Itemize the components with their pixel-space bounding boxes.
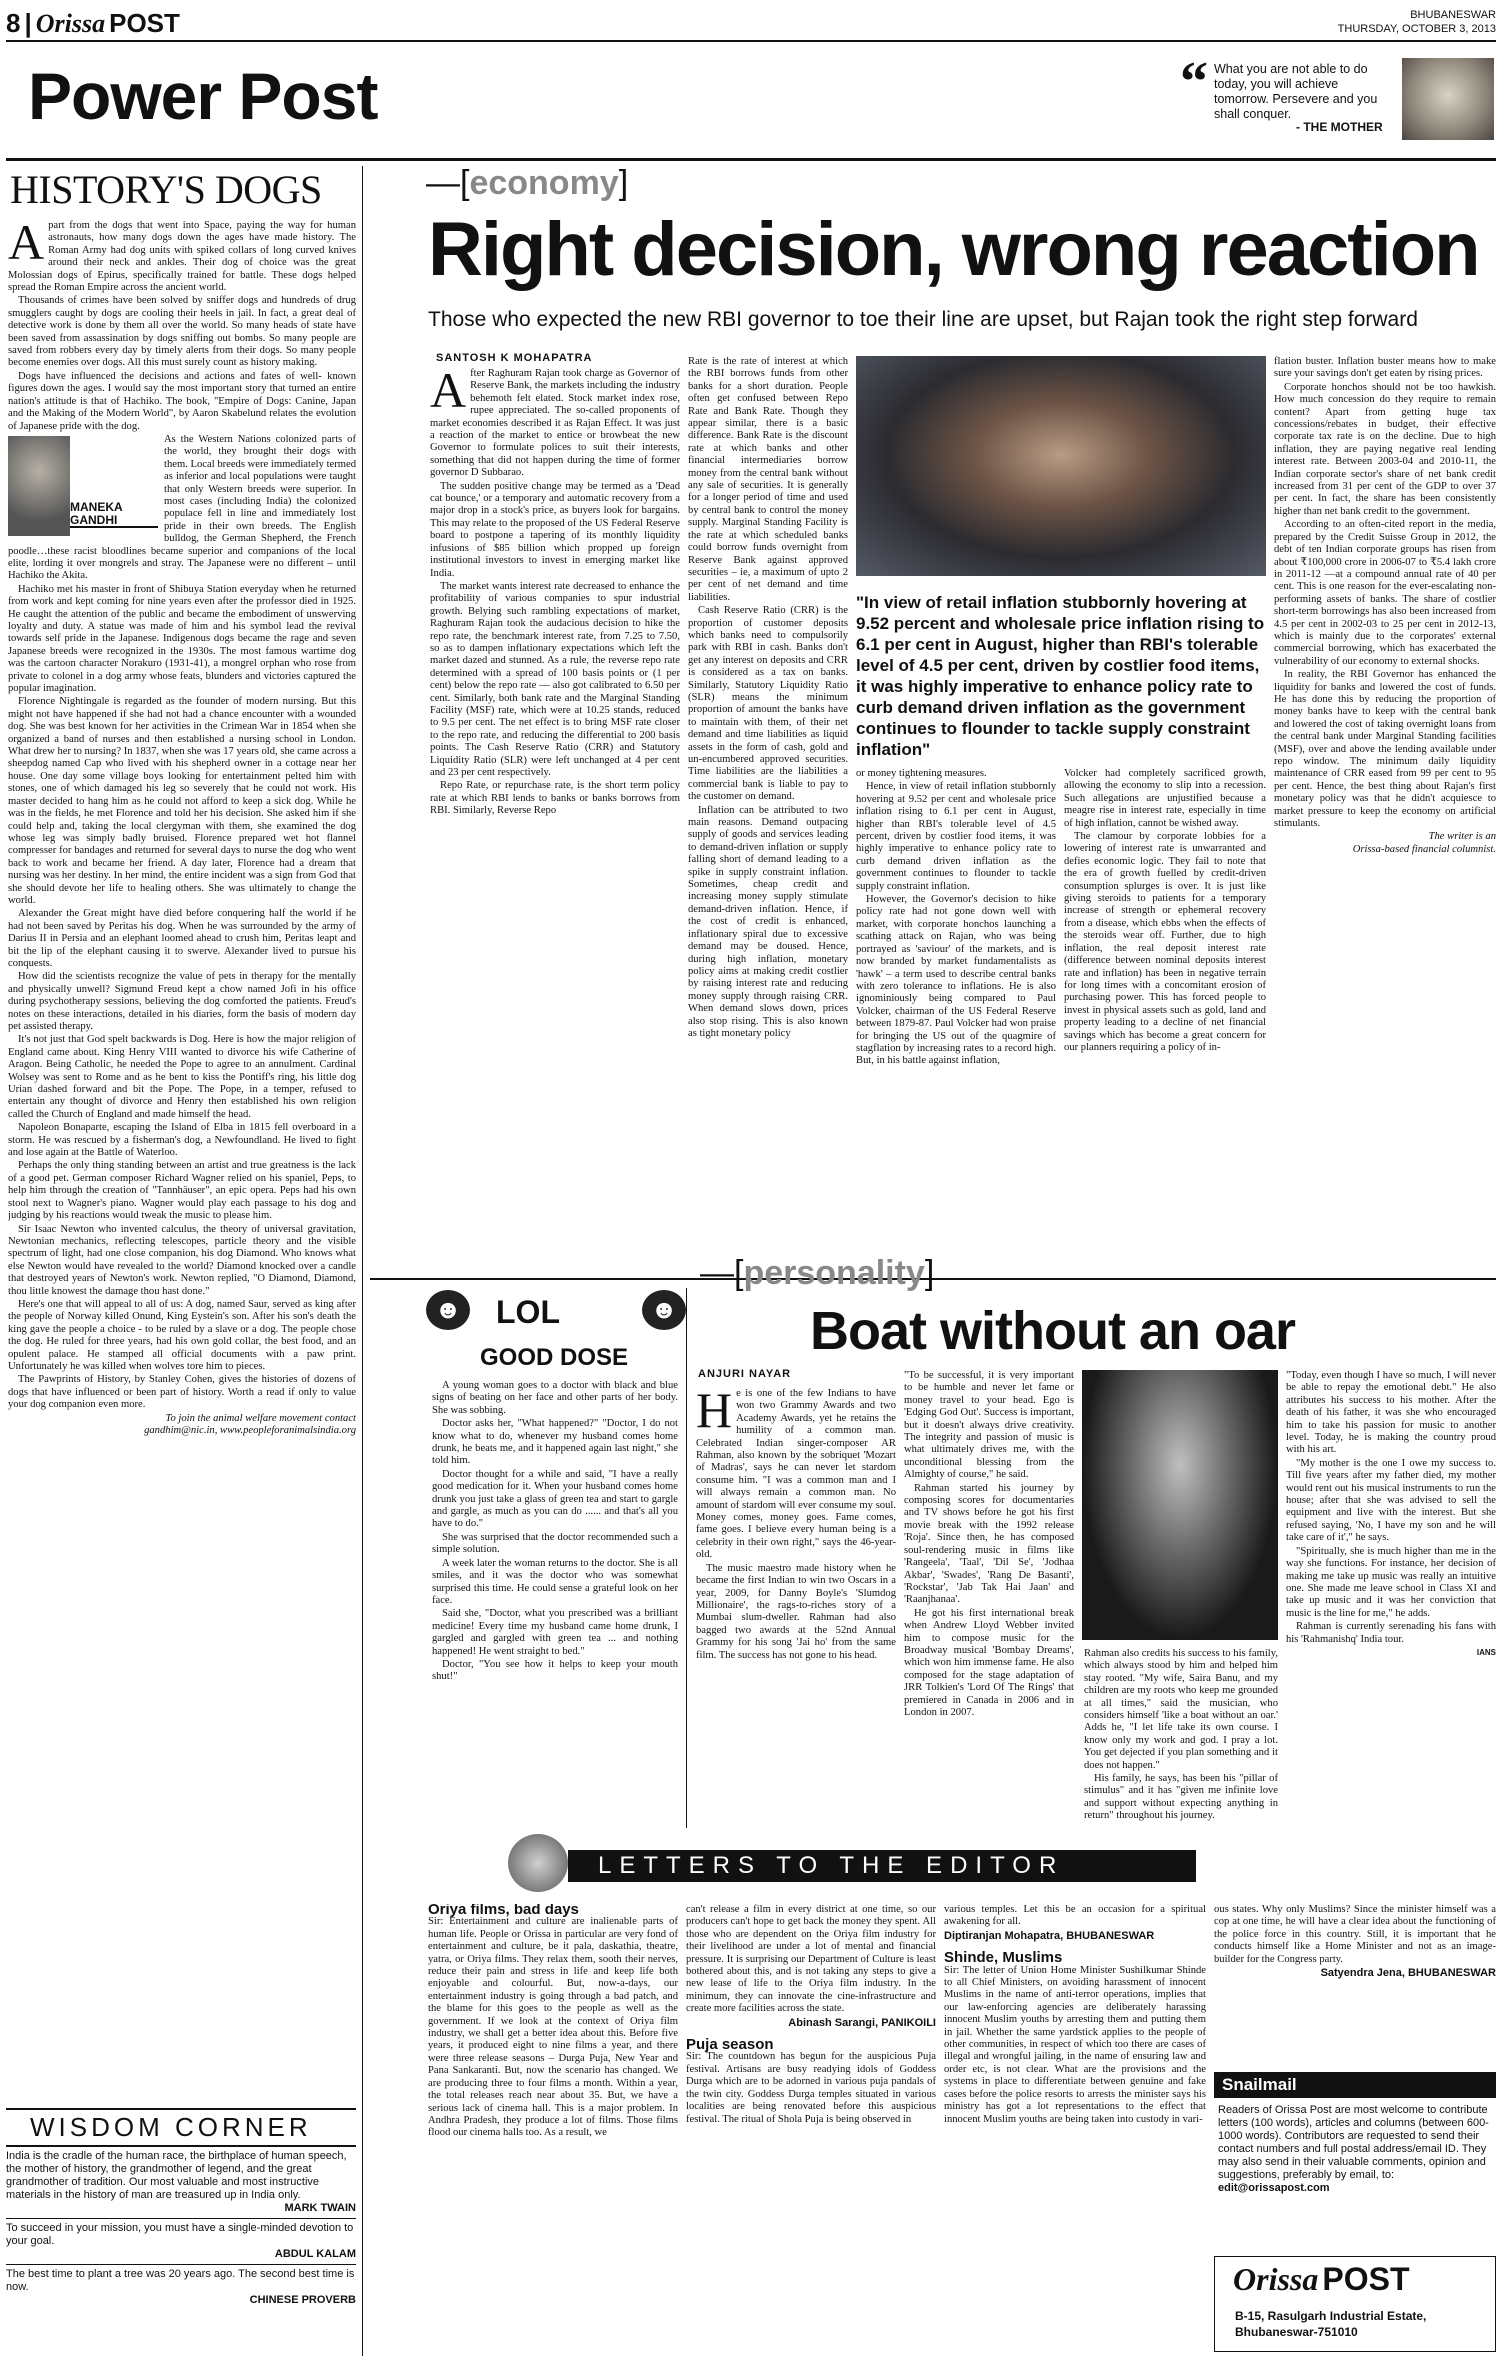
economy-para: According to an often-cited report in the media, prepared by the Credit Suisse Group in 2012, the debt of ten Indian corporate groups has risen from about ₹100,000 crore in 2006-07 to ₹5.4 lakh crore in 2011-12 —at a compound annual rate of 40 per cent. This is one reason for the ever-escalating non-performing assets of banks. The share of costlier short-term borrowings has also been increased from 4.5 per cent in 2002-03 to 25 per cent in 2012-13, which is mainly due to the corporates' external commercial borrowing, which has exacerbated the vulnerability of our economy to external shocks. (1274, 519, 1496, 667)
history-title: HISTORY'S DOGS (10, 167, 322, 212)
masthead: 8 | Orissa POST (6, 8, 180, 38)
snailmail-email[interactable]: edit@orissapost.com (1218, 2182, 1330, 2194)
economy-para: Rate is the rate of interest at which the RBI borrows funds from other banks for a short duration. People often get confused between Repo Rate and Bank Rate. Though they appear similar, there is a basic difference. Bank Rate is the discount rate at which banks and other financial intermediaries borrow money from the central bank without any sale of securities. It is generally for a longer period of time and used by central bank to control the money supply. Marginal Standing Facility is the rate at which scheduled banks could borrow funds overnight from Reserve Bank against approved securities – ie, a maximum of upto 2 per cent of net demand and time liabilities. (688, 356, 848, 603)
letter-para: Sir: The letter of Union Home Minister Sushilkumar Shinde to all Chief Ministers, on avoiding harassment of innocent Muslims in the name of anti-terror operations, implies that our law-enforcing agencies are deliberately harassing innocent Muslim youths by arresting them and putting them in jail. Whether the same yardstick applies to the people of other communities, in respect of which too there are cases of illegal and wrongful jailing, in the name of ensuring law and order etc, is not clear. What are the provisions and the systems in place to differentiate between genuine and fake cases before the police resorts to arrests the minister says his ministry has got a lot representations to the effect that innocent Muslim youths are being taken into custody in vari- (944, 1964, 1206, 2125)
personality-para: The music maestro made history when he became the first Indian to win two Oscars in a year, 2009, for Danny Boyle's 'Slumdog Millionaire', the rags-to-riches story of a Mumbai slum-dweller. Rahman had also bagged two awards at the 52nd Annual Grammy for his song 'Jai ho' from the same film. The success has not gone to his head. (696, 1562, 896, 1661)
personality-para: "My mother is the one I owe my success to. Till five years after my father died, my mother would rent out his musical instruments to run the house; after that she was advised to sell the equipment and live with the interest. But she refused saying, 'No, I have my son and he will take care of it'," he says. (1286, 1457, 1496, 1544)
lol-para: Doctor asks her, "What happened?" "Doctor, I do not know what to do, whenever my husband comes home drunk, he beats me, and it happened again last night," she told him. (432, 1418, 678, 1467)
letter-para: can't release a film in every district at one time, so our producers can't hope to get back the money they spent. All those who are dependent on the Oriya film industry for their livelihood are under a lot of mental and financial pressure. It is surprising our Department of Culture is least bothered about this, and is not taking any steps to give a new lease of life to the Oriya film industry. In the minimum, they can innovate the cine-infrastructure and create more facilities across the state. (686, 1904, 936, 2015)
personality-para: Rahman is currently serenading his fans with his 'Rahmanishq' India tour. (1286, 1621, 1496, 1645)
letters-col-4 (1214, 1904, 1496, 2064)
economy-para: or money tightening measures. (856, 768, 987, 779)
personality-para: "Spiritually, she is much higher than me in the way she functions. For instance, her decision of making me take up music was really an intuitive one. She made me leave school in Class XI and take up music and it was her conviction that music is the line for me," he adds. (1286, 1545, 1496, 1619)
economy-para: Cash Reserve Ratio (CRR) is the proportion of customer deposits which banks need to compulsorily park with RBI in cash. Banks don't get any interest on deposits and CRR is considered as a tax on banks. Similarly, Statutory Liquidity Ratio (SLR) means the minimum proportion of amount the banks have to maintain with them, of their net demand and time liabilities as liquid assets in the form of cash, gold and un-encumbered approved securities. Time liabilities are the liabilities a commercial bank is liable to pay to the customer on demand. (688, 605, 848, 803)
rahman-photo (1082, 1370, 1278, 1640)
masthead-script: Orissa (35, 9, 106, 38)
quote-author: - THE MOTHER (1296, 120, 1383, 134)
personality-tag: —[personality] (700, 1254, 935, 1292)
lol-title: GOOD DOSE (480, 1344, 629, 1371)
letter-signature: Diptiranjan Mohapatra, BHUBANESWAR (944, 1929, 1155, 1942)
economy-para: The sudden positive change may be termed as a 'Dead cat bounce,' or a temporary and automatic recovery from a major drop in a stock's price, as buyers look for bargains. This may relate to the proposed of the US Federal Reserve board to postpone a tapering of its monthly liquidity infusions of $85 billion which propped up foreign institutional investors to invest in emerging market like India. (430, 480, 680, 579)
letter-para: Sir: The countdown has begun for the auspicious Puja festival. Artisans are busy readying idols of Goddess Durga which are to be adorned in various puja pandals of the twin city. Goddess Durga temples situated in various localities are being renovated before this auspicious festival. The ritual of Shola Puja is being observed in (686, 2051, 936, 2125)
rajan-photo (856, 356, 1266, 576)
history-para: Perhaps the only thing standing between an artist and true greatness is the lack of a good pet. German composer Richard Wagner relied on his spaniel, Peps, to help him through the creation of "Tannhäuser", an epic opera. Peps had his own stool next to Wagner's piano. Wagner would play each passage to his dog and judging by his reactions would tweak the music to please him. (8, 1160, 356, 1222)
history-para: Hachiko met his master in front of Shibuya Station everyday when he returned from work and kept coming for nine years even after the professor died in 1925. He caught the attention of the public and became the embodiment of unswerving loyalty and duty. A statue was made of him and his symbol lead the revival towards self pride in the Japanese. Indigenous dogs became the rage and seven Japanese breeds were recognized in the 1930s. The most famous wartime dog was the cartoon character Norakuro (1931-41), a mongrel orphan who rose from private to colonel in a dog army whose feats, blunders and victories captured the popular imagination. (8, 583, 356, 695)
letter-title: Oriya films, bad days (428, 1904, 579, 1918)
dateline (1338, 8, 1496, 36)
letters-col-1 (428, 1904, 678, 2356)
wisdom-quote: India is the cradle of the human race, the birthplace of human speech, the mother of history, the grandmother of legend, and the great grandmother of tradition. Our most valuable and most instructive materials in the history of man are treasured up in India only. (6, 2150, 347, 2201)
economy-col-4 (1064, 768, 1266, 1268)
letter-title: Puja season (686, 2036, 774, 2054)
letter-para: ous states. Why only Muslims? Since the minister himself was a cop at one time, he will have a clear idea about the functioning of the police force in this country. Still, it is important that he conducts himself like a Home Minister and not as an image-builder for the Congress party. (1214, 1904, 1496, 1965)
brand-script: Orissa (1233, 2261, 1319, 2297)
date: THURSDAY, OCTOBER 3, 2013 (1337, 23, 1496, 35)
wisdom-author: MARK TWAIN (284, 2202, 356, 2214)
letters-emblem-icon (508, 1834, 568, 1892)
history-para: Florence Nightingale is regarded as the founder of modern nursing. But this might not have happened if she had not had a chance encounter with a wounded dog. She was best known for her activities in the Crimean War in 1854 when she organized a band of nurses and then established a nursing school in London. What drew her to nursing? In 1837, when she was 17 years old, she came across a sheepdog named Cap who lived with his shepherd owner in a cottage near her house. One day some village boys looking for entertainment pelted him with stones, one of which damaged his leg so severely that he could not work. His master decided to hang him as he could not afford to keep a sick dog. While he was in the fields, he met Florence and told her his decision. She asked him if she could help and, taking the local clergyman with them, she examined the dog whose leg was simply badly bruised. Florence prepared wet hot flannel compresser for bandages and returned for several days to nurse the dog who went back to work and became her friend. A day later, Florence had a dream that nursing was her destiny. In her mind, the entire incident was a sign from God that she should devote her life to healing others. She was ultimately to change the world. (8, 696, 356, 906)
brand-word: POST (1322, 2261, 1410, 2297)
letters-banner (372, 1834, 1496, 1892)
history-para: Thousands of crimes have been solved by sniffer dogs and hundreds of drug smugglers caught by dogs are cooling their heels in jail. In fact, a great deal of detective work is done by them all over the world. So many heads of state have been saved from assassination by dogs sniffing out bombs. So many people are saved from robbers every day by timely alerts from their dogs. So many people become enemies over dogs. All this must surely count as history making. (8, 295, 356, 369)
economy-col-1 (430, 368, 680, 1268)
economy-col-2 (688, 356, 848, 1268)
contact-line: To join the animal welfare movement contact (165, 1412, 356, 1424)
letter-title: Shinde, Muslims (944, 1949, 1063, 1967)
laughing-face-icon: ☻ (642, 1290, 686, 1330)
history-article (8, 220, 356, 2100)
columnist-name: MANEKA GANDHI (70, 501, 158, 528)
history-para: Sir Isaac Newton who invented calculus, the theory of universal gravitation, Newtonian mechanics, reflecting telescopes, particle theory and the visible spectrum of light, had one close companion, his dog Diamond. Who knows what else Newton would have revealed to the world? Diamond knocked over a candle that destroyed years of Newton's work. Newton replied, "O Diamond, Diamond, thou little knowest the damage thou hast done." (8, 1223, 356, 1297)
economy-para: Repo Rate, or repurchase rate, is the short term policy rate at which RBI lends to banks or banks borrows from RBI. Similarly, Reverse Repo (430, 780, 680, 817)
lol-tag: LOL (496, 1294, 560, 1330)
history-para: Alexander the Great might have died before conquering half the world if he had not been saved by Peritas his dog. When he was surrounded by the army of Darius II in Persia and an elephant loomed ahead to crush him, Peritas leapt and bit the lip of the elephant causing it to swerve. Alexander lived to pursue his conquests. (8, 908, 356, 969)
personality-headline: Boat without an oar (810, 1301, 1295, 1361)
letter-para: Sir: Entertainment and culture are inalienable parts of human life. People or Orissa in particular are very fond of entertainment and culture, be it pala, daskathia, theatre, yatra, or Oriya films. They relax them, sooth their nerves, reduce their pain and stress in life and keep life both enjoyable and colourful. But, now-a-days, our entertainment industry is going through a bad patch, and the blame for this goes to the people as well as the government. If we look at the context of Oriya film industry, we shall get a better idea about this. Before five years, it produced eight to nine films a year, and there were three release seasons – Durga Puja, New Year and Pana Sankaranti. But, now the scenario has changed. We are producing three to four films a month. Within a year, the total releases reach near about 35. But, we have a serious lack of cinema hall. This is a major problem. In Andhra Pradesh, they produce a lot of films. Those films flood our cinema halls too. As a result, we (428, 1916, 678, 2139)
economy-para: The market wants interest rate decreased to enhance the profitability of various companies to spur industrial growth. Belying such rambling expectations of market, Raghuram Rajan took the audacious decision to hike the repo rate, the benchmark interest rate, from 7.25 to 7.50, so as to dampen inflationary expectations which left the market dazed and stunned. As a rule, the reverse repo rate determined with a spread of 100 basis points or (1 per cent) below the repo rate — also got calibrated to 6.50 per cent. Similarly, both bank rate and the Marginal Standing Facility (MSF) rate, which were at 10.25 stands, reduced to 9.5 per cent. The net effect is to bring MSF rate closer to the repo rate, and reducing the differential to 200 basis points. The Cash Reserve Ratio (CRR) and Statutory Liquidity Ratio (SLR) were left unchanged at 4 per cent and 23 per cent respectively. (430, 580, 680, 778)
history-para: Napoleon Bonaparte, escaping the Island of Elba in 1815 fell overboard in a storm. He was rescued by a fisherman's dog, a Newfoundland. He lived to fight and lose again at the Battle of Waterloo. (8, 1122, 356, 1159)
letter-para: various temples. Let this be an occasion for a spiritual awakening for all. (944, 1904, 1206, 1928)
personality-para: Rahman started his journey by composing scores for documentaries and TV shows before he got his first movie break with the 1992 release 'Roja'. Since then, he has composed soul-rendering music in films like 'Rangeela', 'Taal', 'Dil Se', 'Jodhaa Akbar', 'Swades', 'Rang De Basanti', 'Rockstar', 'Jab Tak Hai Jaan' and 'Raanjhanaa'. (904, 1482, 1074, 1606)
snailmail-text: Readers of Orissa Post are most welcome to contribute letters (100 words), articles and columns (between 600-1000 words). Contributors are requested to send their contact numbers and full postal address/email ID. They may also send in their valuable comments, opinion and suggestions, preferably by email, to: (1218, 2104, 1489, 2181)
economy-tag: —[economy] (426, 164, 629, 202)
personality-para: His family, he says, has been his "pillar of stimulus" and it has "given me infinite love and support without expecting anything in return" throughout his journey. (1084, 1773, 1278, 1822)
personality-col-2 (904, 1370, 1074, 1824)
address-line: Bhubaneswar-751010 (1235, 2325, 1358, 2339)
personality-para: He is one of the few Indians to have won two Grammy Awards and two Academy Awards, yet he retains the humility of a common man. Celebrated Indian singer-composer AR Rahman, also known by the sobriquet 'Mozart of Madras', says he can never let stardom consume him. "I was a common man and I will always remain a common man. No amount of stardom will ever consume my soul. Money comes, money goes. Fame comes, fame goes. I believe every human being is a celebrity in their own right," says the 46-year-old. (696, 1388, 896, 1561)
economy-pullquote: "In view of retail inflation stubbornly hovering at 9.52 percent and wholesale price inflation rising to 6.1 per cent in August, higher than RBI's tolerable level of 4.5 per cent, driven by costlier food items, it was highly imperative to enhance policy rate to curb demand driven inflation as the government continues to flounder to tackle supply constraint inflation" (856, 593, 1265, 759)
history-para: As the Western Nations colonized parts of the world, they brought their dogs with them. Local breeds were immediately termed as inferior and local populations were taught that only Western breeds were superior. In most cases (including India) the colonized populace fell in line and immediately lost pride in their own breeds. The English bulldog, the German Shepherd, the French poodle…these racist bloodlines became superior and companions of the local elite, lording it over mongrels and stray. The Japanese were no different – until Hachiko the Akita. (8, 433, 356, 582)
masthead-word: POST (109, 8, 180, 38)
economy-para: In reality, the RBI Governor has enhanced the liquidity for banks and lowered the cost of funds. He has done this by reducing the proportion of money banks have to keep with the central bank and lowered the cost of taking overnight loans from the central bank under Marginal Standing facilities (MSF), over and above the lending available under repo window. The minimum daily liquidity maintenance of CRR eased from 99 per cent to 95 per cent. Hence, the best thing about Rajan's first monetary policy was that he didn't acquiesce to market pressure to keep the economy on artificial stimulants. (1274, 669, 1496, 830)
quote-text: What you are not able to do today, you will achieve tomorrow. Persevere and you shall conquer. (1214, 62, 1378, 121)
economy-para: Corporate honchos should not be too hawkish. How much concession do they require to remain content? Apart from getting huge tax concessions/rebates in budget, their effective corporate tax rate is on the decline. Due to high inflation, they are paying negative real lending interest rate. Between 2003-04 and 2010-11, the Indian corporate sector's share of net bank credit increased from 31 per cent of the GDP to over 37 per cent. In fact, the share has been consistently higher than net bank credit to the government. (1274, 381, 1496, 517)
history-para: Apart from the dogs that went into Space, paying the way for human astronauts, how many dogs down the ages have made history. The Roman Army had dog units with spiked collars of long curved knives around their neck and ankles. Their dog of choice was the great Molossian dogs of Epirus, specifically trained for battle. These dogs helped spread the Roman Empire across the ancient world. (8, 220, 356, 294)
columnist-box (8, 436, 158, 536)
wisdom-quote: The best time to plant a tree was 20 years ago. The second best time is now. (6, 2268, 355, 2293)
history-para: Here's one that will appeal to all of us: A dog, named Saur, served as king after the people of Norway killed Onund, King Eystein's son. After his son's death the king gave the people a choice - to be ruled by a slave or a dog. The people chose the dog. He ruled for three years, had his own gold collar, the best food, and an opulent palace. He stamped all official documents with a paw print. Unfortunately he was killed when wolves tore him to pieces. (8, 1298, 356, 1372)
lol-para: She was surprised that the doctor recommended such a simple solution. (432, 1531, 678, 1556)
lol-para: A young woman goes to a doctor with black and blue signs of beating on her face and other parts of her body. She was sobbing. (432, 1380, 678, 1416)
letters-col-2 (686, 1904, 936, 2356)
economy-para: However, the Governor's decision to hike policy rate had not gone down well with market, with corporate honchos launching a scathing attack on Rajan, who was being portrayed as 'saviour' of the markets, and is now branded by market fundamentalists as 'hawk' – a term used to describe central banks with zero tolerance to inflations. He is also ignominiously being compared to Paul Volcker, chairman of the US Federal Reserve between 1879-87. Paul Volcker had won praise for bringing the US out of the quagmire of stagflation by increasing rates to a record high. But, in his battle against inflation, (856, 894, 1056, 1067)
section-title: Power Post (28, 59, 378, 133)
personality-para: Rahman also credits his success to his family, which always stood by him and helped him stay rooted. "My wife, Saira Banu, and my children are my roots who keep me grounded at all times," said the musician, who considers himself 'like a boat without an oar.' Adds he, "I let life take its own course. I know only my work and god. I pray a lot. You get dejected if you plan something and it does not happen." (1084, 1648, 1278, 1771)
lol-banner (426, 1290, 686, 1336)
page-number: 8 (6, 8, 21, 38)
contact-email[interactable]: gandhim@nic.in, www.peopleforanimalsindia.org (144, 1425, 356, 1436)
economy-para: flation buster. Inflation buster means how to make sure your savings don't get eaten by rising prices. (1274, 356, 1496, 380)
personality-col-3 (1084, 1648, 1278, 1824)
wisdom-quote: To succeed in your mission, you must have a single-minded devotion to your goal. (6, 2222, 354, 2247)
city: BHUBANESWAR (1410, 9, 1496, 21)
economy-headline: Right decision, wrong reaction (428, 207, 1479, 292)
lol-story (432, 1380, 678, 1820)
history-para: It's not just that God spelt backwards is Dog. Here is how the major religion of England came about. King Henry VIII wanted to divorce his wife Catherine of Aragon. Being Catholic, he needed the Pope to agree to an annulment. Cardinal Wolsey was sent to Rome and as he bent to kiss the Pontiff's ring, his little dog Urian dashed forward and bit the Pope. The Pope, in a temper, refused to entertain any thought of divorce and Henry then established his own religion called the Church of England and made himself the head. (8, 1034, 356, 1120)
letter-signature: Satyendra Jena, BHUBANESWAR (1320, 1967, 1496, 1980)
laughing-face-icon: ☻ (426, 1290, 470, 1330)
history-para: Dogs have influenced the decisions and actions and fates of well- known figures down the ages. I would say the most important story that turned an entire nation's attitude is that of Hachiko. The book, "Empire of Dogs: Canine, Japan and the Making of the Modern World", by Aaron Skabelund relates the evolution of Japanese pride with the dog. (8, 370, 356, 432)
address-line: B-15, Rasulgarh Industrial Estate, (1235, 2309, 1427, 2323)
history-para: How did the scientists recognize the value of pets in therapy for the mentally and physically unwell? Sigmund Freud kept a chow named Jofi in his office during psychotherapy sessions, believing the dog comforted the patients. Freud's notes on these interactions, detailed in his diaries, form the basis of modern day pet assisted therapy. (8, 971, 356, 1032)
wisdom-author: CHINESE PROVERB (249, 2294, 356, 2306)
personality-para: He got his first international break when Andrew Lloyd Webber invited him to compose music for the Broadway musical 'Bombay Dreams', which won him immense fame. He also composed for the stage adaptation of JRR Tolkien's 'Lord Of The Rings' that premiered in Canada in 2006 and in London in 2007. (904, 1607, 1074, 1718)
columnist-photo (8, 436, 70, 536)
wisdom-author: ABDUL KALAM (274, 2248, 356, 2260)
personality-para: "To be successful, it is very important to be humble and never let fame or money travel to your head. Ego is 'Edging God Out'. Success is important, but it doesn't always drive creativity. The integrity and passion of music is what ultimately drives me, with the unconditional blessing from the Almighty of course," he said. (904, 1370, 1074, 1481)
quote-box (1180, 51, 1496, 140)
lol-para: Doctor, "You see how it helps to keep your mouth shut!" (432, 1658, 678, 1683)
economy-col-3 (856, 768, 1056, 1268)
wisdom-title: WISDOM CORNER (30, 2112, 312, 2142)
personality-byline: ANJURI NAYAR (698, 1368, 792, 1380)
economy-footnote: Orissa-based financial columnist. (1352, 843, 1496, 855)
mother-photo (1402, 58, 1494, 140)
personality-col-4 (1286, 1370, 1496, 1824)
economy-para: Hence, in view of retail inflation stubbornly hovering at 9.52 per cent and wholesale price inflation rising to 6.1 per cent in August, higher than RBI's tolerable level of 4.5 percent, driven by costlier food items, it was highly imperative to enhance policy rate to curb demand driven inflation as the government continues to flounder to tackle supply constraint inflation. (856, 781, 1056, 892)
economy-para: Volcker had completely sacrificed growth, allowing the economy to slip into a recession. Such allegations are unjustified because a meagre rise in interest rate, especially in time of high inflation, cannot be wished away. (1064, 768, 1266, 829)
economy-footnote: The writer is an (1428, 831, 1496, 843)
snailmail-box (1214, 2072, 1496, 2354)
economy-byline: SANTOSH K MOHAPATRA (436, 352, 593, 364)
snailmail-title: Snailmail (1214, 2072, 1496, 2098)
letters-col-3 (944, 1904, 1206, 2356)
personality-credit: IANS (1476, 1647, 1496, 1657)
economy-para: After Raghuram Rajan took charge as Governor of Reserve Bank, the markets including the industry behemoth felt elated. Stock market index rose, rupee appreciated. The so-called proponents of market economies described it as Rajan Effect. It was just a reaction of the market to entice or browbeat the new Governor to formulate polices to suit their interests, something that did not happen during the time of former governor D Subbarao. (430, 368, 680, 479)
lol-para: A week later the woman returns to the doctor. She is all smiles, and it was the doctor who was somewhat surprised this time. He could sense a grateful look on her face. (432, 1557, 678, 1606)
personality-para: "Today, even though I have so much, I will never be able to repay the emotional debt." He also attributes his success to his mother. After the death of his father, it was she who encouraged him to take his passion for music to another level. Today, he is making the country proud with his art. (1286, 1370, 1496, 1456)
personality-col-1 (696, 1388, 896, 1824)
wisdom-box (6, 2150, 356, 2307)
economy-col-5 (1274, 356, 1496, 1268)
letter-signature: Abinash Sarangi, PANIKOILI (788, 2016, 936, 2029)
lol-para: Said she, "Doctor, what you prescribed was a brilliant medicine! Every time my husband came home drunk, I gargled and gargled with green tea ... and nothing happened! He went straight to bed." (432, 1608, 678, 1657)
economy-para: The clamour by corporate lobbies for a lowering of interest rate is unwarranted and defies economic logic. They fail to note that the era of growth fuelled by credit-driven consumption splurges is over. It is just like giving steroids to patients for a temporary increase of strength or ephemeral recovery from a disease, which ebbs when the effects of the steroids wear off. Further, due to high inflation, the real deposit interest rate (difference between nominal deposits interest rate and inflation) has been in negative terrain for long times with a concomitant erosion of purchasing power. This has forced people to invest in physical assets such as gold, land and property leading to a decline of net financial savings which has become a great concern for our planners requiring a policy of in- (1064, 831, 1266, 1053)
quote-mark-icon: “ (1180, 51, 1208, 113)
letters-banner-text: LETTERS TO THE EDITOR (598, 1852, 1065, 1879)
lol-para: Doctor thought for a while and said, "I have a really good medication for it. When your husband comes home drunk you just take a glass of green tea and start to gargle and gargle, as much as you can do ...... and that's all you have to do." (432, 1468, 678, 1530)
economy-para: Inflation can be attributed to two main reasons. Demand outpacing supply of goods and services leading to demand-driven inflation or supply falling short of demand leading to a spike in supply constraint inflation. Sometimes, cheap credit and increasing money supply stimulate demand-driven inflation. Hence, if the cost of credit is enhanced, inflationary spiral due to excessive demand may be doused. Hence, during high inflation, monetary policy aims at making credit costlier by raising interest rate and reducing money supply through raising CRR. When demand slows down, prices also stop rising. This is also known as tight monetary policy (688, 804, 848, 1039)
history-para: The Pawprints of History, by Stanley Cohen, gives the histories of dozens of dogs that have influenced or been part of history. Worth a read if only to value your dog companion even more. (8, 1374, 356, 1411)
economy-deck: Those who expected the new RBI governor to toe their line are upset, but Rajan took the right step forward (428, 308, 1418, 331)
